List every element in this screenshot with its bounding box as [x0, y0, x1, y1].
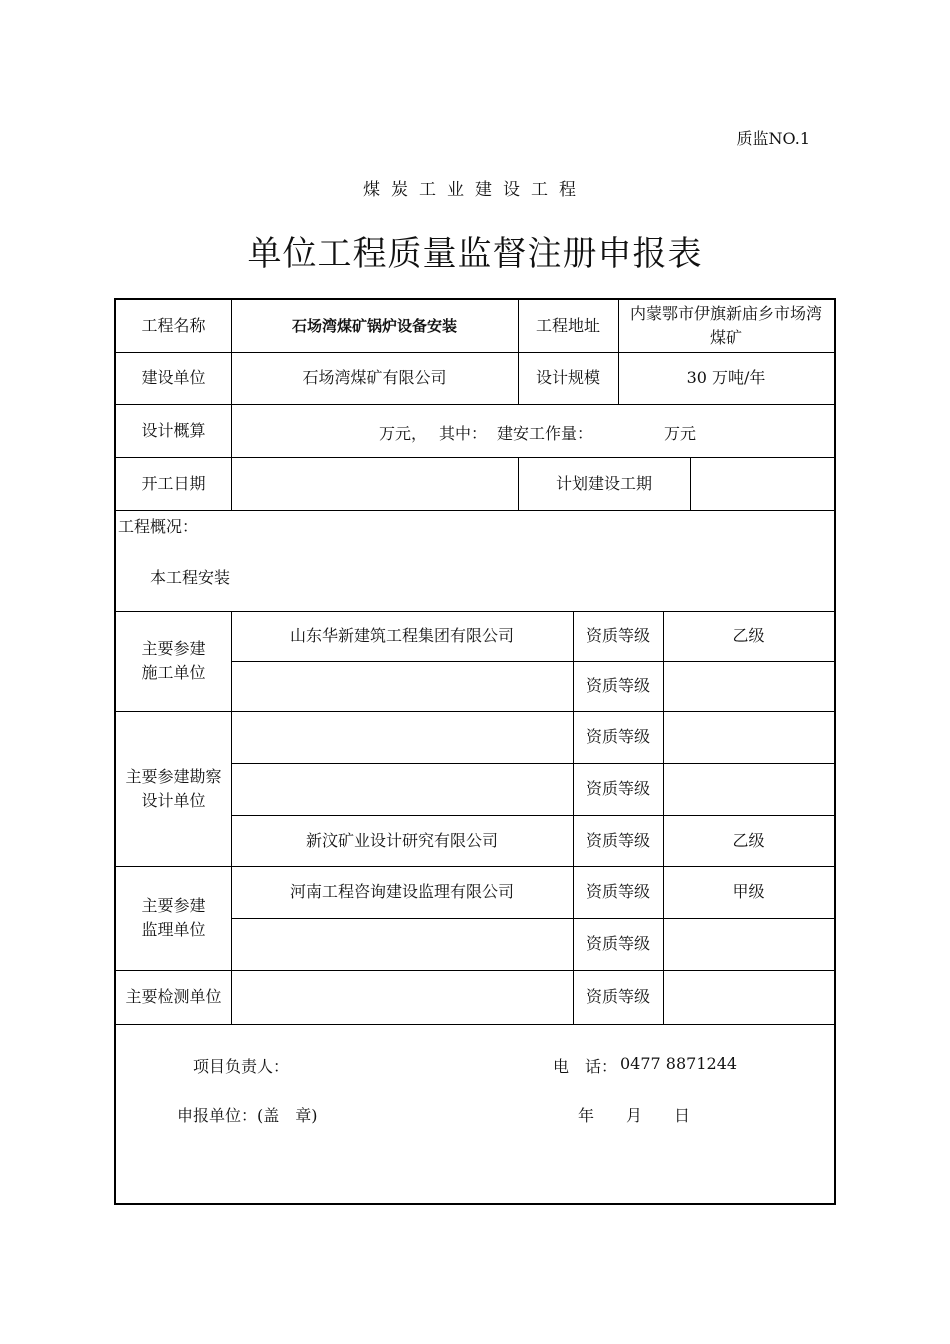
- form-title: 单位工程质量监督注册申报表: [247, 234, 703, 274]
- design-qualification-label-2: 资质等级: [585, 779, 650, 798]
- form-subtitle: 煤炭工业建设工程: [363, 180, 587, 200]
- overview-content: 本工程安装: [150, 568, 231, 587]
- design-scale-value: 30 万吨/年: [686, 368, 766, 387]
- design-units-label: 主要参建勘察设计单位: [125, 766, 222, 810]
- construction-grade-1: 乙级: [732, 626, 765, 645]
- project-name-label: 工程名称: [141, 316, 206, 335]
- document-number: 质监NO.1: [736, 129, 810, 148]
- design-budget-label: 设计概算: [141, 420, 206, 440]
- construction-unit-value: 石场湾煤矿有限公司: [302, 368, 447, 387]
- installation-unit-text: 万元: [664, 424, 697, 443]
- budget-unit-text: 万元，: [379, 424, 428, 443]
- design-company-3: 新汶矿业设计研究有限公司: [305, 830, 498, 850]
- supervision-qualification-label-1: 资质等级: [585, 882, 650, 901]
- project-address-value: 内蒙鄂市伊旗新庙乡市场湾煤矿: [629, 304, 822, 347]
- testing-grade-1: [663, 970, 834, 1024]
- supervision-company-1: 河南工程咨询建设监理有限公司: [289, 882, 514, 901]
- supervision-grade-2: [663, 918, 834, 970]
- design-company-2: [231, 763, 573, 815]
- design-grade-3: 乙级: [732, 830, 765, 850]
- supervision-company-2: [231, 918, 573, 970]
- testing-qualification-label-1: 资质等级: [585, 987, 650, 1006]
- construction-grade-2: [663, 661, 834, 711]
- design-company-1: [231, 711, 573, 763]
- project-manager-label: 项目负责人：: [193, 1057, 290, 1076]
- design-grade-2: [663, 763, 834, 815]
- installation-workload-label: 建安工作量：: [497, 424, 594, 443]
- testing-unit-label: 主要检测单位: [125, 987, 222, 1006]
- applicant-unit-label: 申报单位：(盖 章): [177, 1106, 318, 1125]
- construction-company-1: 山东华新建筑工程集团有限公司: [289, 626, 514, 645]
- overview-label: 工程概况：: [118, 517, 199, 536]
- registration-form-table: [114, 298, 836, 1205]
- phone-number: 0477 8871244: [620, 1054, 738, 1073]
- budget-among-text: 其中：: [439, 424, 488, 443]
- design-qualification-label-3: 资质等级: [585, 830, 650, 850]
- construction-qualification-label-1: 资质等级: [585, 626, 650, 645]
- planned-period-label: 计划建设工期: [555, 473, 652, 493]
- phone-label: 电 话：: [553, 1057, 618, 1076]
- construction-units-label: 主要参建施工单位: [141, 639, 206, 682]
- design-scale-label: 设计规模: [535, 368, 600, 387]
- design-grade-1: [663, 711, 834, 763]
- testing-company-1: [231, 970, 573, 1024]
- construction-unit-label: 建设单位: [141, 368, 206, 387]
- supervision-units-label: 主要参建监理单位: [141, 896, 206, 939]
- project-name-value: 石场湾煤矿锅炉设备安装: [291, 317, 457, 335]
- design-qualification-label-1: 资质等级: [585, 727, 650, 746]
- start-date-label: 开工日期: [141, 473, 206, 493]
- supervision-grade-1: 甲级: [732, 882, 765, 901]
- construction-company-2: [231, 661, 573, 711]
- construction-qualification-label-2: 资质等级: [585, 676, 650, 695]
- supervision-qualification-label-2: 资质等级: [585, 934, 650, 953]
- date-label: 年 月 日: [578, 1106, 691, 1125]
- project-address-label: 工程地址: [535, 316, 600, 335]
